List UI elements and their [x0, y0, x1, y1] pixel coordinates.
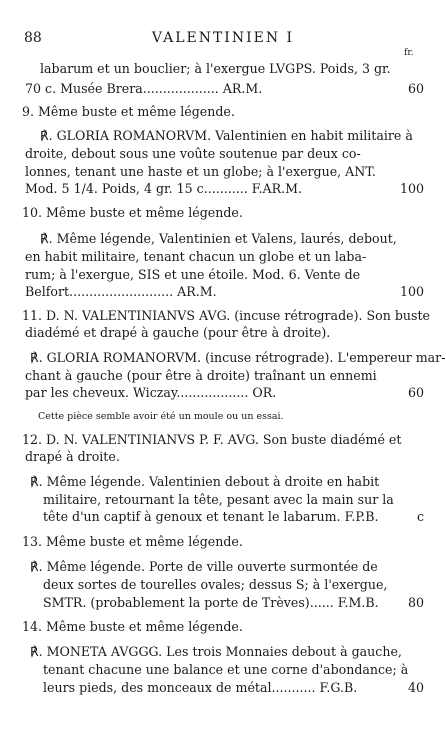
entry-line: rum; à l'exergue, SIS et une étoile. Mod. 6. Vente de [25, 267, 361, 282]
entry-note: Cette pièce semble avoir été un moule ou un essai. [38, 411, 284, 422]
entry-line: Belfort.......................... AR.M. [25, 284, 217, 299]
running-title: VALENTINIEN I [151, 30, 295, 46]
entry-heading: 12. D. N. VALENTINIANVS P. F. AVG. Son buste diadémé et [22, 432, 402, 447]
entry-line: tête d'un captif à genoux et tenant le labarum. F.P.B. [43, 509, 379, 524]
price: 60 [407, 81, 424, 96]
entry-line: deux sortes de tourelles ovales; dessus S; à l'exergue, [43, 577, 388, 592]
entry-line: ℟. GLORIA ROMANORVM. (incuse rétrograde). L'empereur mar- [30, 350, 446, 365]
entry-line: par les cheveux. Wiczay.................. OR. [25, 385, 277, 400]
entry-line: tenant chacune une balance et une corne d'abondance; à [43, 662, 409, 677]
entry-line: ℟. Même légende. Valentinien debout à droite en habit [30, 474, 380, 489]
price: 60 [407, 385, 424, 400]
entry-line: militaire, retournant la tête, pesant avec la main sur la [43, 492, 394, 507]
price: c [416, 509, 424, 524]
price: 80 [407, 595, 424, 610]
entry-heading: 10. Même buste et même légende. [22, 205, 243, 220]
entry-line: SMTR. (probablement la porte de Trèves)...... F.M.B. [43, 595, 379, 610]
entry-line: ℟. Même légende. Porte de ville ouverte surmontée de [30, 559, 378, 574]
entry-line: droite, debout sous une voûte soutenue par deux co- [25, 146, 361, 161]
column-head-francs: fr. [404, 48, 414, 58]
entry-heading: 11. D. N. VALENTINIANVS AVG. (incuse rétrograde). Son buste [22, 308, 430, 323]
entry-heading-cont: diadémé et drapé à gauche (pour être à droite). [25, 325, 331, 340]
entry-line: labarum et un bouclier; à l'exergue LVGPS. Poids, 3 gr. [40, 61, 391, 76]
price: 100 [399, 284, 424, 299]
entry-line: leurs pieds, des monceaux de métal........... F.G.B. [43, 680, 358, 695]
price: 40 [407, 680, 424, 695]
page-header [0, 30, 446, 48]
entry-line: ℟. MONETA AVGGG. Les trois Monnaies debout à gauche, [30, 644, 402, 659]
entry-heading: 13. Même buste et même légende. [22, 534, 243, 549]
price: 100 [399, 181, 424, 196]
entry-heading: 14. Même buste et même légende. [22, 619, 243, 634]
entry-line: Mod. 5 1/4. Poids, 4 gr. 15 c........... F.AR.M. [25, 181, 303, 196]
entry-line: ℟. Même légende, Valentinien et Valens, laurés, debout, [40, 231, 397, 246]
entry-line: ℟. GLORIA ROMANORVM. Valentinien en habit militaire à [40, 128, 413, 143]
page-number: 88 [24, 30, 42, 46]
entry-heading: 9. Même buste et même légende. [22, 104, 235, 119]
entry-line: lonnes, tenant une haste et un globe; à l'exergue, ANT. [25, 164, 376, 179]
entry-line: 70 c. Musée Brera................... AR.M. [25, 81, 263, 96]
entry-heading-cont: drapé à droite. [25, 449, 120, 464]
entry-line: en habit militaire, tenant chacun un globe et un laba- [25, 249, 367, 264]
entry-line: chant à gauche (pour être à droite) traînant un ennemi [25, 368, 377, 383]
